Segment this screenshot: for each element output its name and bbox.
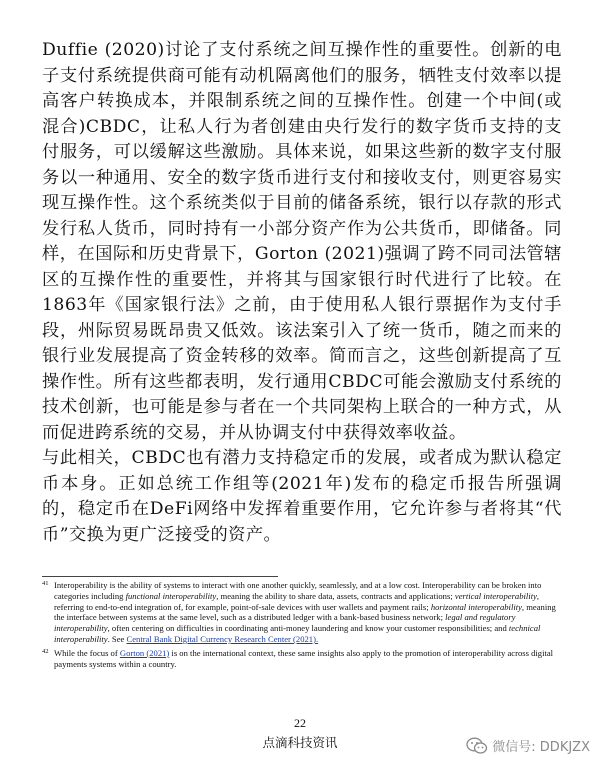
body-text [42, 38, 562, 548]
footnote-text-segment: Interoperability is the ability of systems to interact with one another quickly, seamlessly, and at a low cost. Interoperability can be broken into categories including [54, 580, 542, 601]
footnote [42, 580, 568, 645]
footnote-text [54, 648, 553, 669]
wechat-watermark [466, 736, 590, 755]
footnote-number: 42 [42, 647, 49, 655]
footnote-text-segment: , referring to end-to-end integration of, for example, point-of-sale devices with user wallets and payment rails; [54, 590, 540, 612]
footnote-term: legal and regulatory interoperability [54, 612, 516, 634]
footnotes [42, 580, 568, 672]
footnote-term: vertical interoperability [454, 590, 537, 601]
footnote-text-segment: is on the international context, these same insights also apply to the promotion of interoperability across digital payments systems within a country. [54, 647, 554, 669]
footnote-divider [42, 576, 278, 577]
wechat-icon [466, 737, 488, 755]
footnote-citation-link[interactable]: Central Bank Digital Currency Research Center (2021). [126, 633, 319, 644]
footnote-term: horizontal interoperability [430, 601, 522, 612]
footnote-term: functional interoperability [125, 590, 217, 601]
footnote-text-segment: . See [107, 633, 127, 644]
footnote-number: 41 [42, 580, 49, 587]
page-number: 22 [294, 716, 306, 730]
footnote-text-segment: , often centering on difficulties in coordinating anti-money laundering and know your customer responsibilities; and [107, 623, 509, 634]
footnote-citation-link[interactable]: Gorton (2021) [119, 647, 170, 658]
body-paragraph: 与此相关，CBDC也有潜力支持稳定币的发展，或者成为默认稳定币本身。正如总统工作组等(2021年)发布的稳定币报告所强调的，稳定币在DeFi网络中发挥着重要作用，它允许参与者将其“代币”交换为更广泛接受的资产。 [42, 448, 562, 545]
wechat-id: 微信号: DDKJZX [492, 740, 590, 755]
body-paragraph: Duffie (2020)讨论了支付系统之间互操作性的重要性。创新的电子支付系统提供商可能有动机隔离他们的服务，牺牲支付效率以提高客户转换成本，并限制系统之间的互操作性。创建一个中间(或混合)CBDC，让私人行为者创建由央行发行的数字货币支持的支付服务，可以缓解这些激励。具体来说，如果这些新的数字支付服务以一种通用、安全的数字货币进行支付和接收支付，则更容易实现互操作性。这个系统类似于目前的储备系统，银行以存款的形式发行私人货币，同时持有一小部分资产作为公共货币，即储备。同样，在国际和历史背景下，Gorton (2021)强调了跨不同司法管辖区的互操作性的重要性，并将其与国家银行时代进行了比较。在1863年《国家银行法》之前，由于使用私人银行票据作为支付手段，州际贸易既昂贵又低效。该法案引入了统一货币，随之而来的银行业发展提高了资金转移的效率。简而言之，这些创新提高了互操作性。所有这些都表明，发行通用CBDC可能会激励支付系统的技术创新，也可能是参与者在一个共同架构上联合的一种方式，从而促进跨系统的交易，并从协调支付中获得效率收益。 [42, 40, 562, 443]
footnote-text [54, 580, 556, 644]
footnote [42, 648, 568, 670]
footnote-text-segment: , meaning the ability to share data, assets, contracts and applications; [216, 590, 455, 601]
footnote-text-segment: While the focus of [54, 647, 120, 658]
footnote-term: technical interoperability [54, 623, 541, 644]
footnote-text-segment: , meaning the interface between systems at the same level, such as a distributed ledger with a bank-based business network; [54, 601, 556, 623]
page-source: 点滴科技资讯 [262, 735, 338, 750]
